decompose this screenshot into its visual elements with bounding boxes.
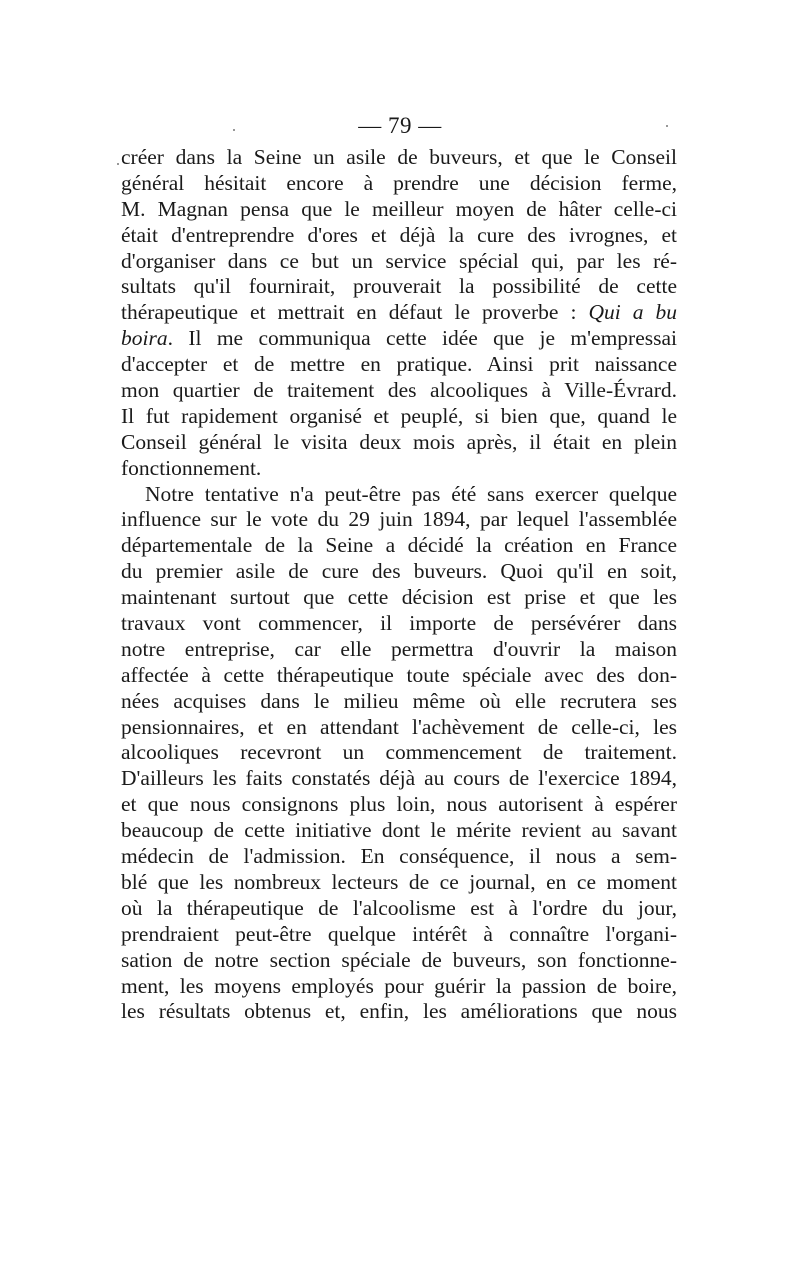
print-speck: [233, 129, 235, 131]
italic-proverb: Qui a bu: [588, 300, 677, 325]
italic-proverb: boira: [121, 326, 168, 351]
text-line: d'accepter et de mettre en pratique. Ainsi prit naissance: [121, 352, 677, 377]
text-line: influence sur le vote du 29 juin 1894, par lequel l'assemblée: [121, 507, 677, 532]
text-line: prendraient peut-être quelque intérêt à connaître l'organi-: [121, 921, 677, 946]
print-speck: [117, 163, 119, 165]
text-line: général hésitait encore à prendre une décision ferme,: [121, 170, 677, 195]
paragraph: [121, 145, 677, 482]
text-line: et que nous consignons plus loin, nous autorisent à espérer: [121, 792, 677, 817]
text-line: mon quartier de traitement des alcooliques à Ville-Évrard.: [121, 378, 677, 403]
text-line: où la thérapeutique de l'alcoolisme est à l'ordre du jour,: [121, 895, 677, 920]
text-line: pensionnaires, et en attendant l'achèvement de celle-ci, les: [121, 714, 677, 739]
text-line: d'organiser dans ce but un service spécial qui, par les ré-: [121, 248, 677, 273]
text-line: était d'entreprendre d'ores et déjà la cure des ivrognes, et: [121, 222, 677, 247]
text-line: Conseil général le visita deux mois après, il était en plein: [121, 429, 677, 454]
text-line: M. Magnan pensa que le meilleur moyen de hâter celle-ci: [121, 196, 677, 221]
page-number: — 79 —: [358, 113, 442, 138]
text-line: Notre tentative n'a peut-être pas été sans exercer quelque: [145, 481, 677, 506]
text-line: thérapeutique et mettrait en défaut le proverbe : Qui a bu: [121, 300, 677, 325]
text-line: ment, les moyens employés pour guérir la passion de boire,: [121, 973, 677, 998]
text-line: maintenant surtout que cette décision est prise et que les: [121, 585, 677, 610]
text-line: fonctionnement.: [121, 455, 262, 480]
text-line: travaux vont commencer, il importe de persévérer dans: [121, 611, 677, 636]
text-line: médecin de l'admission. En conséquence, il nous a sem-: [121, 844, 677, 869]
text-line: affectée à cette thérapeutique toute spéciale avec des don-: [121, 662, 677, 687]
text-line: alcooliques recevront un commencement de traitement.: [121, 740, 677, 765]
body-text: [121, 145, 677, 1025]
paragraph: [121, 482, 677, 1026]
text-line: départementale de la Seine a décidé la création en France: [121, 533, 677, 558]
print-speck: [666, 125, 668, 127]
text-line: nées acquises dans le milieu même où elle recrutera ses: [121, 688, 677, 713]
text-line: Il fut rapidement organisé et peuplé, si bien que, quand le: [121, 403, 677, 428]
text-line: notre entreprise, car elle permettra d'ouvrir la maison: [121, 636, 677, 661]
text-line: les résultats obtenus et, enfin, les améliorations que nous: [121, 999, 677, 1024]
text-line: blé que les nombreux lecteurs de ce journal, en ce moment: [121, 869, 677, 894]
text-line: créer dans la Seine un asile de buveurs, et que le Conseil: [121, 145, 677, 169]
text-line: sation de notre section spéciale de buveurs, son fonctionne-: [121, 947, 677, 972]
text-line: du premier asile de cure des buveurs. Quoi qu'il en soit,: [121, 559, 677, 584]
text-line: D'ailleurs les faits constatés déjà au cours de l'exercice 1894,: [121, 766, 677, 791]
text-line: beaucoup de cette initiative dont le mérite revient au savant: [121, 818, 677, 843]
text-line: sultats qu'il fournirait, prouverait la possibilité de cette: [121, 274, 677, 299]
text-line: boira. Il me communiqua cette idée que je m'empressai: [121, 326, 677, 351]
